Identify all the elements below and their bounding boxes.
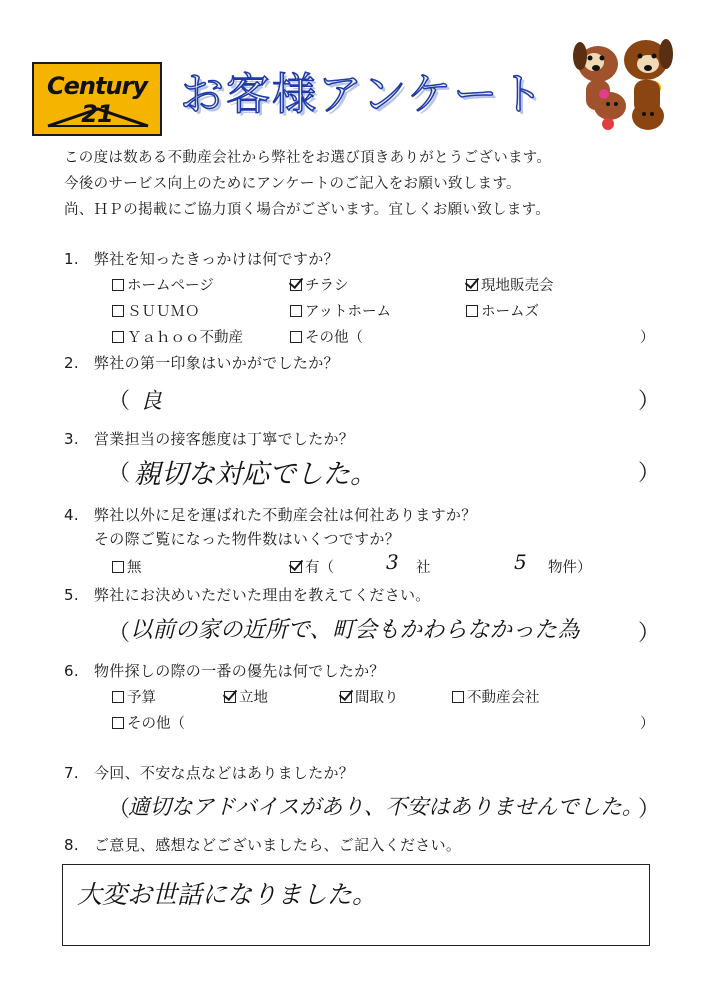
- checkbox[interactable]: [466, 305, 478, 317]
- question-text: 弊社の第一印象はいかがでしたか？: [94, 354, 339, 372]
- intro-line: 今後のサービス向上のためにアンケートのご記入をお願い致します。: [64, 176, 521, 192]
- paren-close: ）: [638, 461, 661, 486]
- checkbox[interactable]: [290, 331, 302, 343]
- q7-answer: 適切なアドバイスがあり、不安はありませんでした。: [128, 795, 644, 820]
- checkbox[interactable]: [112, 279, 124, 291]
- comment-box[interactable]: [62, 864, 650, 946]
- intro-line: 尚、ＨＰの掲載にご協力頂く場合がございます。宜しくお願い致します。: [64, 202, 551, 218]
- paren-close: ）: [640, 716, 655, 732]
- paren-close: ）: [638, 797, 661, 822]
- paren-open: （: [108, 461, 131, 486]
- page-title: お客様アンケート: [180, 69, 546, 120]
- checkbox[interactable]: [112, 561, 124, 573]
- checkbox[interactable]: [112, 331, 124, 343]
- q6-option-agency[interactable]: 不動産会社: [452, 686, 540, 707]
- q4-option-none[interactable]: 無: [112, 556, 142, 577]
- q4-company-unit: 社: [416, 560, 431, 576]
- logo-text: Century 21: [46, 72, 147, 128]
- q4-property-unit: 物件）: [548, 560, 592, 576]
- question-number: 1.: [64, 250, 79, 268]
- q6-option-other[interactable]: その他（: [112, 712, 185, 733]
- checkbox[interactable]: [112, 717, 124, 729]
- question-6: 6. 物件探しの際の一番の優先は何でしたか？: [64, 662, 385, 680]
- checkbox-checked[interactable]: [340, 691, 352, 703]
- question-2: 2. 弊社の第一印象はいかがでしたか？: [64, 354, 339, 372]
- checkbox-checked[interactable]: [290, 279, 302, 291]
- q1-option-athome[interactable]: アットホーム: [290, 300, 391, 321]
- q4-option-yes[interactable]: 有（: [290, 556, 334, 577]
- question-1: [64, 248, 339, 269]
- question-4: 4. 弊社以外に足を運ばれた不動産会社は何社ありますか？: [64, 506, 477, 524]
- q3-answer: 親切な対応でした。: [134, 459, 377, 490]
- question-text: 営業担当の接客態度は丁寧でしたか？: [94, 430, 355, 448]
- paren-close: ）: [640, 330, 655, 346]
- checkbox[interactable]: [290, 305, 302, 317]
- checkbox-checked[interactable]: [466, 279, 478, 291]
- q8-answer: 大変お世話になりました。: [77, 880, 378, 909]
- question-3: 3. 営業担当の接客態度は丁寧でしたか？: [64, 430, 355, 448]
- question-text: 弊社にお決めいただいた理由を教えてください。: [94, 586, 431, 604]
- question-text: ご意見、感想などございましたら、ご記入ください。: [94, 836, 462, 854]
- paren-open: （: [108, 621, 131, 646]
- question-4-sub: その際ご覧になった物件数はいくつですか？: [94, 530, 401, 548]
- q1-option-other[interactable]: その他（: [290, 326, 363, 347]
- intro-line: この度は数ある不動産会社から弊社をお選び頂きありがとうございます。: [64, 150, 552, 166]
- q1-option-homes[interactable]: ホームズ: [466, 300, 539, 321]
- q6-option-location[interactable]: 立地: [224, 686, 268, 707]
- paren-open: （: [108, 389, 131, 414]
- question-8: 8. ご意見、感想などございましたら、ご記入ください。: [64, 836, 462, 854]
- paren-open: （: [108, 797, 131, 822]
- q6-option-floorplan[interactable]: 間取り: [340, 686, 399, 707]
- question-text: 今回、不安な点などはありましたか？: [94, 764, 355, 782]
- checkbox-checked[interactable]: [290, 561, 302, 573]
- q6-option-budget[interactable]: 予算: [112, 686, 156, 707]
- q4-properties-count: 5: [514, 550, 527, 574]
- paren-close: ）: [638, 389, 661, 414]
- checkbox[interactable]: [452, 691, 464, 703]
- question-text: 弊社を知ったきっかけは何ですか？: [94, 250, 339, 268]
- q1-option-homepage[interactable]: ホームページ: [112, 274, 214, 295]
- q2-answer: 良: [140, 389, 163, 414]
- paren-close: ）: [638, 621, 661, 646]
- q1-option-open-house[interactable]: 現地販売会: [466, 274, 554, 295]
- q4-companies-count: 3: [386, 550, 399, 574]
- q1-option-yahoo[interactable]: Ｙａｈｏｏ不動産: [112, 326, 243, 347]
- house-roof-icon: [46, 106, 150, 128]
- checkbox[interactable]: [112, 691, 124, 703]
- mascot-dogs-icon: [568, 24, 678, 136]
- question-5: 5. 弊社にお決めいただいた理由を教えてください。: [64, 586, 431, 604]
- checkbox[interactable]: [112, 305, 124, 317]
- q1-option-flyer[interactable]: チラシ: [290, 274, 349, 295]
- century21-logo: [32, 62, 162, 136]
- q1-option-suumo[interactable]: ＳＵＵＭＯ: [112, 300, 200, 321]
- question-7: 7. 今回、不安な点などはありましたか？: [64, 764, 355, 782]
- checkbox-checked[interactable]: [224, 691, 236, 703]
- q5-answer: 以前の家の近所で、町会もかわらなかった為: [130, 617, 580, 643]
- question-text: 物件探しの際の一番の優先は何でしたか？: [94, 662, 385, 680]
- question-text: 弊社以外に足を運ばれた不動産会社は何社ありますか？: [94, 506, 477, 524]
